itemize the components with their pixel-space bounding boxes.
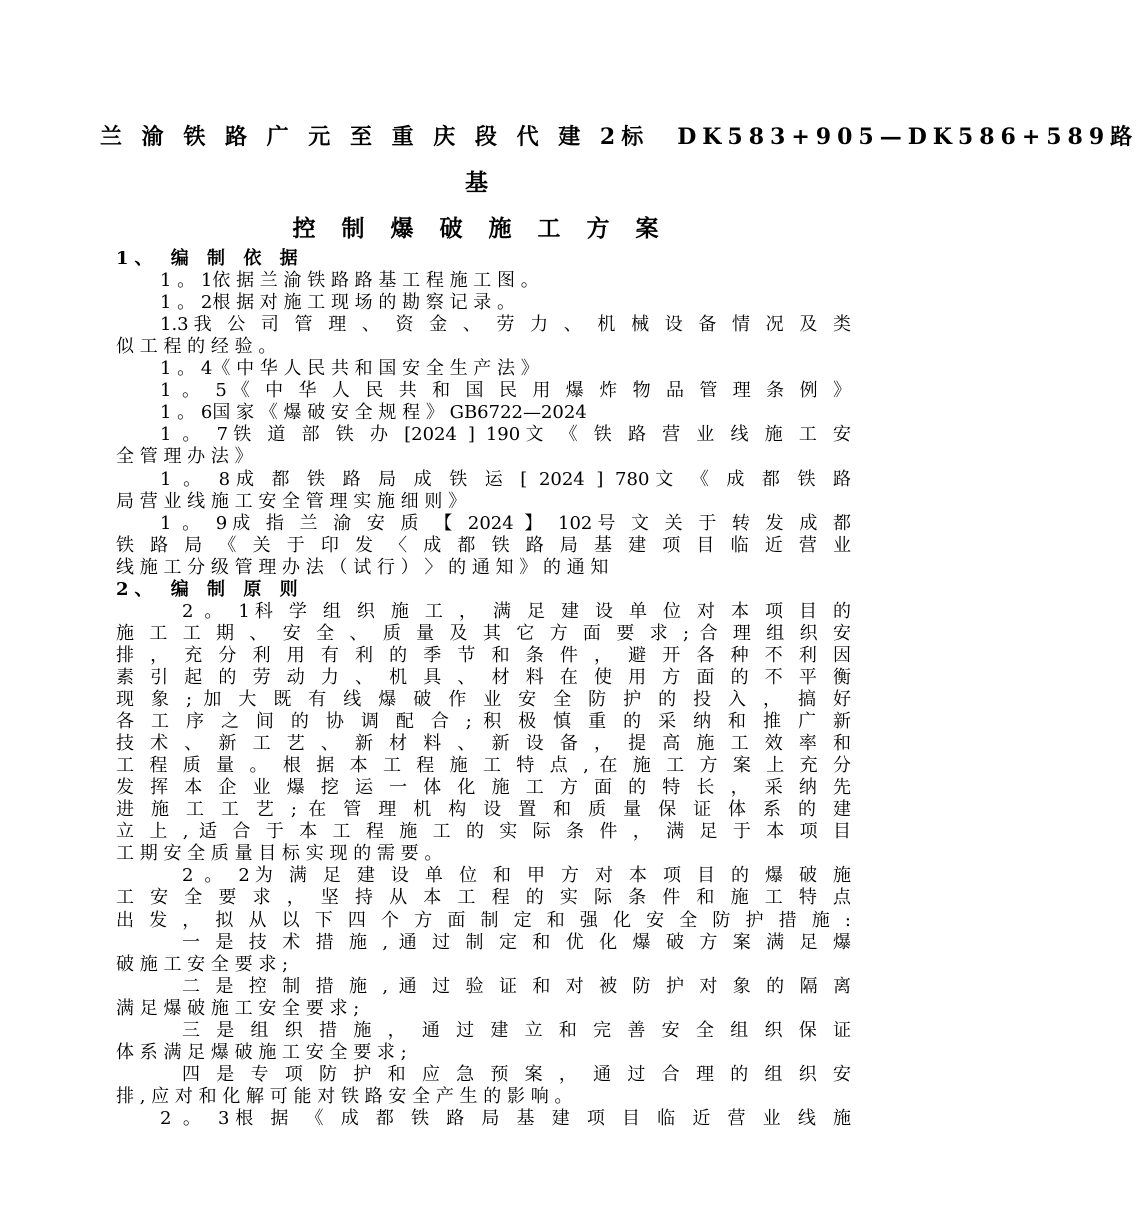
text-line: 全 管 理 办 法 》 [116,446,253,468]
text-line: 1 。 8成 都 铁 路 局 成 铁 运 [ 2024 ] 780文 《 成 都 铁 路 [160,468,851,490]
text-line: 2 。 2为 满 足 建 设 单 位 和 甲 方 对 本 项 目 的 爆 破 施 [182,865,851,887]
text-line: 1 。 7铁 道 部 铁 办 [2024 ] 190文 《 铁 路 营 业 线 施 工 安 [160,424,851,446]
section-heading: 2、 编 制 原 则 [116,578,304,600]
text-line: 三 是 组 织 措 施 ， 通 过 建 立 和 完 善 安 全 组 织 保 证 [182,1019,851,1041]
text-line: 立 上 , 适 合 于 本 工 程 施 工 的 实 际 条 件 ， 满 足 于 本 项 目 [116,821,851,843]
text-line: 工 安 全 要 求 ， 坚 持 从 本 工 程 的 实 际 条 件 和 施 工 特 点 [116,887,851,909]
text-line: 一 是 技 术 措 施 , 通 过 制 定 和 优 化 爆 破 方 案 满 足 爆 [182,931,851,953]
text-line: 二 是 控 制 措 施 , 通 过 验 证 和 对 被 防 护 对 象 的 隔 离 [182,975,851,997]
doc-title-line1: 兰 渝 铁 路 广 元 至 重 庆 段 代 建 2标 DK583+905—DK586+589路 [100,124,1138,150]
text-line: 局 营 业 线 施 工 安 全 管 理 实 施 细 则 》 [116,490,467,512]
text-line: 1.3我 公 司 管 理 、 资 金 、 劳 力 、 机 械 设 备 情 况 及 类 [160,314,851,336]
text-line: 工 期 安 全 质 量 目 标 实 现 的 需 要 。 [116,843,443,865]
text-line: 1 。 1依 据 兰 渝 铁 路 路 基 工 程 施 工 图 。 [160,270,539,292]
text-line: 技 术 、 新 工 艺 、 新 材 料 、 新 设 备 ， 提 高 施 工 效 率 和 [116,733,851,755]
text-line: 出 发 ， 拟 从 以 下 四 个 方 面 制 定 和 强 化 安 全 防 护 措 施 : [116,909,851,931]
text-line: 四 是 专 项 防 护 和 应 急 预 案 ， 通 过 合 理 的 组 织 安 [182,1063,851,1085]
text-line: 线 施 工 分 级 管 理 办 法 （ 试 行 ） 〉 的 通 知 》 的 通 知 [116,556,609,578]
text-line: 铁 路 局 《 关 于 印 发 〈 成 都 铁 路 局 基 建 项 目 临 近 营 业 [116,534,851,556]
text-line: 1 。 2根 据 对 施 工 现 场 的 勘 察 记 录 。 [160,292,516,314]
text-line: 1 。 4《 中 华 人 民 共 和 国 安 全 生 产 法 》 [160,358,539,380]
text-line: 1 。 5《 中 华 人 民 共 和 国 民 用 爆 炸 物 品 管 理 条 例 》 [160,380,851,402]
doc-title-line2: 基 [465,169,495,196]
text-line: 1 。 9成 指 兰 渝 安 质 【 2024 】 102号 文 关 于 转 发 成 都 [160,512,851,534]
text-line: 素 引 起 的 劳 动 力 、 机 具 、 材 料 在 使 用 方 面 的 不 平 衡 [116,666,851,688]
text-line: 各 工 序 之 间 的 协 调 配 合 ; 积 极 慎 重 的 采 纳 和 推 广 新 [116,711,851,733]
text-line: 体 系 满 足 爆 破 施 工 安 全 要 求 ; [116,1041,407,1063]
text-line: 现 象 ; 加 大 既 有 线 爆 破 作 业 安 全 防 护 的 投 入 ， 搞 好 [116,689,851,710]
text-line: 2 。 3根 据 《 成 都 铁 路 局 基 建 项 目 临 近 营 业 线 施 [160,1107,851,1129]
text-line: 排 ， 充 分 利 用 有 利 的 季 节 和 条 件 ， 避 开 各 种 不 利 因 [116,644,851,666]
text-line: 2 。 1科 学 组 织 施 工 ， 满 足 建 设 单 位 对 本 项 目 的 [182,600,851,622]
text-line: 排 , 应 对 和 化 解 可 能 对 铁 路 安 全 产 生 的 影 响 。 [116,1085,573,1107]
text-line: 满 足 爆 破 施 工 安 全 要 求 ; [116,997,360,1019]
text-line: 进 施 工 工 艺 ; 在 管 理 机 构 设 置 和 质 量 保 证 体 系 的 建 [116,799,851,821]
doc-title-line3: 控 制 爆 破 施 工 方 案 [292,215,668,242]
text-line: 1 。 6国 家 《 爆 破 安 全 规 程 》 GB6722—2024 [160,402,587,424]
text-line: 发 挥 本 企 业 爆 挖 运 一 体 化 施 工 方 面 的 特 长 ， 采 纳 先 [116,777,851,799]
section-heading: 1、 编 制 依 据 [116,248,304,269]
text-line: 工 程 质 量 。 根 据 本 工 程 施 工 特 点 , 在 施 工 方 案 上 充 分 [116,755,851,777]
text-line: 破 施 工 安 全 要 求 ; [116,953,289,975]
text-line: 施 工 工 期 、 安 全 、 质 量 及 其 它 方 面 要 求 ; 合 理 组 织 安 [116,622,851,644]
text-line: 似 工 程 的 经 验 。 [116,336,277,358]
